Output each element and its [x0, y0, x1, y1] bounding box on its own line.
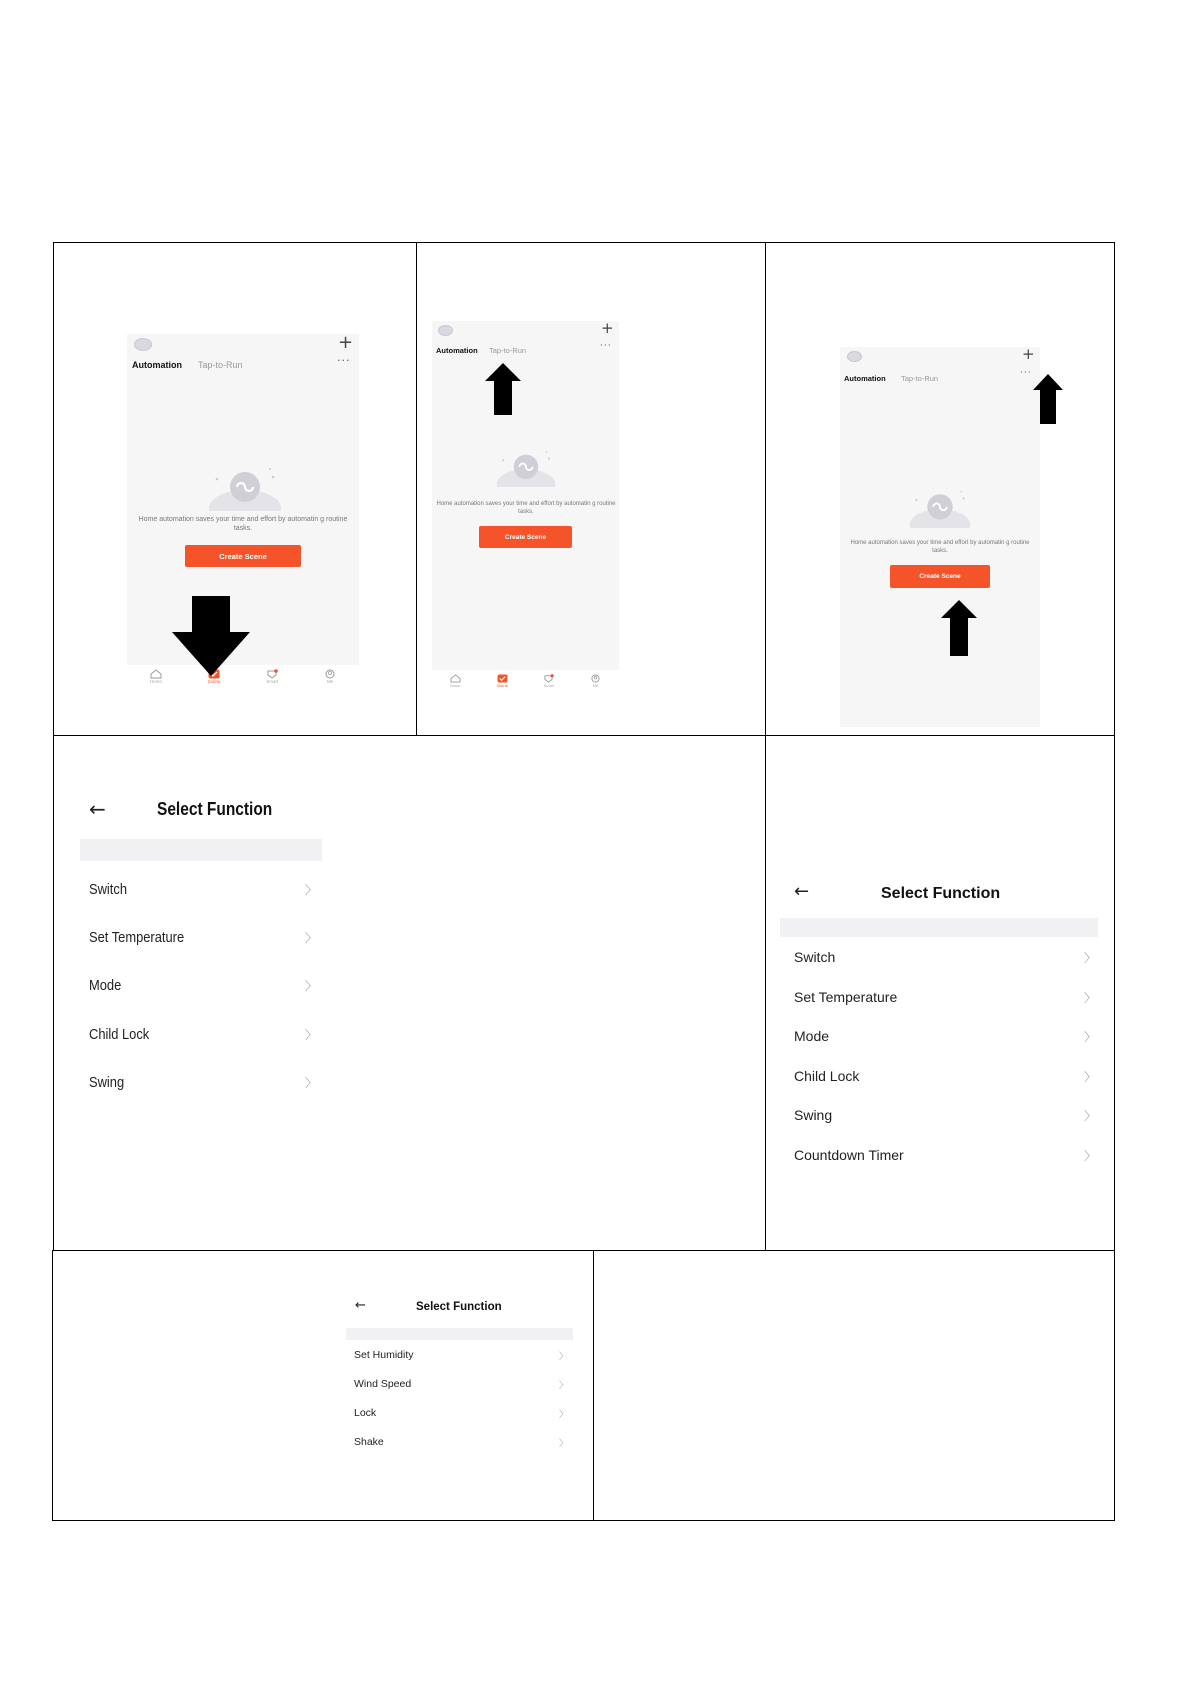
list-item-label: Set Humidity [354, 1349, 414, 1361]
chevron-right-icon: 〉 [558, 1409, 568, 1420]
list-item[interactable] [89, 1022, 317, 1046]
list-item[interactable] [794, 986, 1096, 1008]
panel-scene-1 [53, 242, 418, 737]
tab-automation[interactable]: Automation [436, 346, 478, 355]
page-title: Select Function [416, 1301, 502, 1313]
chevron-right-icon: 〉 [304, 1027, 317, 1042]
home-icon [450, 674, 461, 683]
more-icon[interactable]: ··· [1020, 368, 1032, 378]
chevron-right-icon: 〉 [304, 930, 317, 945]
list-item-label: Switch [89, 880, 128, 898]
home-icon [150, 669, 162, 679]
tab-automation[interactable]: Automation [132, 360, 182, 370]
more-icon[interactable]: ··· [600, 341, 612, 351]
more-icon[interactable]: ··· [337, 354, 351, 367]
tabbar-me[interactable] [590, 674, 601, 688]
tabbar-smart-label: Smart [543, 683, 555, 688]
scene-description: Home automation saves your time and effort by automatin g routine tasks. [138, 516, 348, 532]
panel-scene-2 [416, 242, 767, 737]
create-scene-button[interactable]: Create Scene [890, 565, 990, 588]
back-arrow-icon[interactable]: ← [355, 1298, 366, 1313]
home-avatar-icon[interactable] [134, 338, 152, 351]
smart-icon [266, 669, 278, 679]
chevron-right-icon: 〉 [1083, 1029, 1096, 1044]
tabbar-home-label: Home [149, 679, 162, 684]
chevron-right-icon: 〉 [558, 1438, 568, 1449]
tabbar-me-label: Me [326, 679, 334, 684]
list-item[interactable] [89, 973, 317, 997]
page-title: Select Function [881, 885, 1001, 902]
create-scene-button[interactable]: Create Scene [185, 545, 301, 567]
tabbar-me-label: Me [592, 683, 599, 688]
chevron-right-icon: 〉 [1083, 950, 1096, 965]
list-item-label: Set Temperature [794, 989, 898, 1005]
panel-select-function-c [52, 1250, 595, 1521]
list-item-label: Shake [354, 1436, 384, 1448]
back-arrow-icon[interactable]: ← [89, 797, 106, 821]
scene-screen-3 [840, 347, 1040, 727]
me-icon [590, 674, 601, 683]
search-band [780, 918, 1098, 937]
home-avatar-icon[interactable] [847, 351, 862, 362]
scene-illustration-icon [908, 484, 972, 528]
chevron-right-icon: 〉 [1083, 1069, 1096, 1084]
tab-tap-to-run[interactable]: Tap-to-Run [901, 374, 939, 383]
list-item-label: Set Temperature [89, 928, 185, 946]
list-item[interactable] [794, 1104, 1096, 1126]
list-item[interactable] [89, 877, 317, 901]
chevron-right-icon: 〉 [1083, 1108, 1096, 1123]
add-icon[interactable]: + [601, 321, 614, 337]
tabbar-home-label: Home [449, 683, 461, 688]
tab-tap-to-run[interactable]: Tap-to-Run [489, 346, 527, 355]
scene-description: Home automation saves your time and effort by automatin g routine tasks. [850, 540, 1030, 554]
chevron-right-icon: 〉 [558, 1380, 568, 1391]
tabbar-smart-label: Smart [266, 679, 279, 684]
panel-empty [593, 1250, 1115, 1521]
tabbar-smart[interactable] [266, 669, 278, 684]
arrow-up-icon [485, 363, 521, 415]
list-item-label: Swing [89, 1073, 125, 1091]
home-avatar-icon[interactable] [438, 325, 453, 336]
tabbar-scene-label: Scene [496, 683, 508, 688]
tabbar-smart[interactable] [543, 674, 554, 688]
add-icon[interactable]: + [1022, 347, 1035, 363]
chevron-right-icon: 〉 [1083, 1148, 1096, 1163]
add-icon[interactable]: + [338, 334, 354, 353]
list-item-label: Lock [354, 1407, 377, 1419]
panel-select-function-a [53, 735, 767, 1252]
tab-tap-to-run[interactable]: Tap-to-Run [198, 360, 243, 370]
panel-select-function-b [765, 735, 1115, 1252]
list-item-label: Child Lock [89, 1025, 150, 1043]
search-band [80, 839, 322, 861]
scene-illustration-icon [495, 445, 557, 487]
list-item-label: Mode [89, 976, 122, 994]
scene-screen-2 [432, 321, 619, 700]
smart-icon [543, 674, 554, 683]
list-item[interactable] [89, 1070, 317, 1094]
arrow-down-icon [172, 596, 250, 676]
list-item[interactable] [354, 1347, 568, 1363]
tabbar-scene-label: Scene [207, 679, 221, 684]
list-item-label: Child Lock [794, 1068, 860, 1084]
page-title: Select Function [157, 799, 273, 819]
chevron-right-icon: 〉 [304, 1075, 317, 1090]
scene-tab-icon [497, 674, 508, 683]
list-item[interactable] [794, 946, 1096, 968]
arrow-up-icon [1033, 374, 1063, 424]
chevron-right-icon: 〉 [558, 1351, 568, 1362]
bottom-tab-bar [432, 670, 619, 700]
tabbar-home[interactable] [150, 669, 162, 684]
list-item[interactable] [89, 925, 317, 949]
chevron-right-icon: 〉 [304, 978, 317, 993]
scene-illustration-icon [207, 461, 283, 511]
list-item-label: Countdown Timer [794, 1147, 904, 1163]
tabbar-scene[interactable] [496, 674, 507, 688]
list-item[interactable] [794, 1144, 1096, 1166]
list-item[interactable] [794, 1065, 1096, 1087]
list-item[interactable] [794, 1025, 1096, 1047]
list-item-label: Mode [794, 1028, 830, 1044]
list-item-label: Wind Speed [354, 1378, 412, 1390]
arrow-up-icon [941, 600, 977, 656]
chevron-right-icon: 〉 [1083, 990, 1096, 1005]
create-scene-button[interactable]: Create Scene [479, 526, 572, 548]
list-item[interactable] [354, 1434, 568, 1450]
panel-scene-3 [765, 242, 1115, 737]
scene-description: Home automation saves your time and effort by automatin g routine tasks. [436, 501, 616, 515]
list-item-label: Swing [794, 1107, 833, 1123]
list-item-label: Switch [794, 949, 836, 965]
list-item[interactable] [354, 1376, 568, 1392]
tabbar-me[interactable] [324, 669, 336, 684]
search-band [346, 1328, 573, 1340]
tabbar-home[interactable] [450, 674, 461, 688]
me-icon [324, 669, 336, 679]
back-arrow-icon[interactable]: ← [794, 881, 810, 902]
tab-automation[interactable]: Automation [844, 374, 886, 383]
chevron-right-icon: 〉 [304, 882, 317, 897]
list-item[interactable] [354, 1405, 568, 1421]
